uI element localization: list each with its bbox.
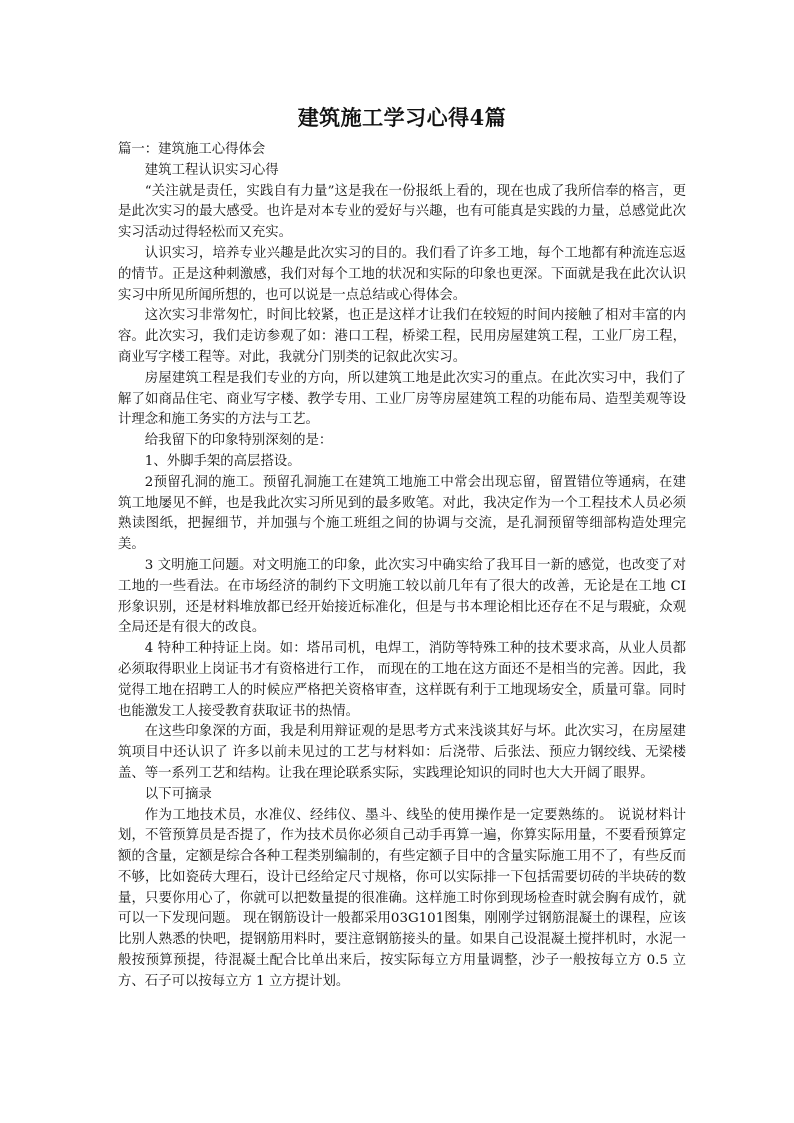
body-paragraph: 房屋建筑工程是我们专业的方向，所以建筑工地是此次实习的重点。在此次实习中，我们了解了如商品住宅、商业写字楼、教学专用、工业厂房等房屋建筑工程的功能布局、造型美观等设计理念和施工务实的方法与工艺。	[118, 370, 686, 428]
body-paragraph: 4 特种工种持证上岗。如：塔吊司机，电焊工，消防等特殊工种的技术要求高，从业人员都必须取得职业上岗证书才有资格进行工作， 而现在的工地在这方面还不是相当的完善。因此，我觉得工地在招聘工人的时候应严格把关资格审查，这样既有利于工地现场安全，质量可靠。同时也能激发工人接受教育获取证书的热情。	[118, 641, 686, 719]
body-paragraph: 3 文明施工问题。对文明施工的印象，此次实习中确实给了我耳目一新的感觉，也改变了对工地的一些看法。在市场经济的制约下文明施工较以前几年有了很大的改善，无论是在工地 CI 形象识别，还是材料堆放都已经开始接近标准化，但是与书本理论相比还存在不足与瑕疵，众观全局还是有很大的改良。	[118, 557, 686, 636]
body-paragraph: 这次实习非常匆忙，时间比较紧，也正是这样才让我们在较短的时间内接触了相对丰富的内容。此次实习，我们走访参观了如：港口工程，桥梁工程，民用房屋建筑工程，工业厂房工程，商业写字楼工程等。对此，我就分门别类的记叙此次实习。	[118, 308, 686, 365]
body-paragraph: 给我留下的印象特别深刻的是：	[144, 433, 333, 449]
document-title: 建筑施工学习心得4篇	[297, 105, 507, 130]
body-paragraph: 认识实习，培养专业兴趣是此次实习的目的。我们看了许多工地，每个工地都有种流连忘返的情节。正是这种刺激感，我们对每个工地的状况和实际的印象也更深。下面就是我在此次认识实习中所见所闻所想的，也可以说是一点总结或心得体会。	[118, 245, 686, 303]
document-body	[118, 140, 686, 993]
body-paragraph: 2预留孔洞的施工。预留孔洞施工在建筑工地施工中常会出现忘留，留置错位等通病，在建筑工地屡见不鲜，也是我此次实习所见到的最多败笔。对此，我决定作为一个工程技术人员必须熟读图纸，把握细节，并加强与个施工班组之间的协调与交流，是孔洞预留等细部构造处理完美。	[118, 474, 686, 553]
body-paragraph: 在这些印象深的方面，我是利用辩证观的是思考方式来浅谈其好与坏。此次实习，在房屋建筑项目中还认识了 许多以前未见过的工艺与材料如：后浇带、后张法、预应力钢绞线、无梁楼盖、等一系列工艺和结构。让我在理论联系实际，实践理论知识的同时也大大开阔了眼界。	[118, 724, 686, 781]
body-paragraph: “关注就是责任，实践自有力量”这是我在一份报纸上看的，现在也成了我所信奉的格言，更是此次实习的最大感受。也许是对本专业的爱好与兴趣，也有可能真是实践的力量，总感觉此次实习活动过得轻松而又充实。	[118, 183, 686, 241]
section-heading: 篇一：建筑施工心得体会	[118, 142, 266, 157]
body-paragraph: 建筑工程认识实习心得	[144, 162, 279, 178]
body-paragraph: 1、外脚手架的高层搭设。	[144, 453, 301, 469]
body-paragraph: 以下可摘录	[144, 786, 212, 802]
body-paragraph: 作为工地技术员，水准仪、经纬仪、墨斗、线坠的使用操作是一定要熟练的。 说说材料计划，不管预算员是否提了，作为技术员你必须自己动手再算一遍，你算实际用量，不要看预算定额的含量，定额是综合各种工程类别编制的，有些定额子目中的含量实际施工用不了，有些反而不够，比如瓷砖大理石，设计已经给定尺寸规格，你可以实际排一下包括需要切砖的半块砖的数量，只要你用心了，你就可以把数量提的很准确。这样施工时你到现场检查时就会胸有成竹，就可以一下发现问题。 现在钢筋设计一般都采用03G101图集，刚刚学过钢筋混凝土的课程，应该比别人熟悉的快吧，提钢筋用料时，要注意钢筋接头的量。如果自己设混凝土搅拌机时，水泥一般按预算预提，待混凝土配合比单出来后，按实际每立方用量调整，沙子一般按每立方 0.5 立方、石子可以按每立方 1 立方提计划。	[118, 807, 686, 989]
